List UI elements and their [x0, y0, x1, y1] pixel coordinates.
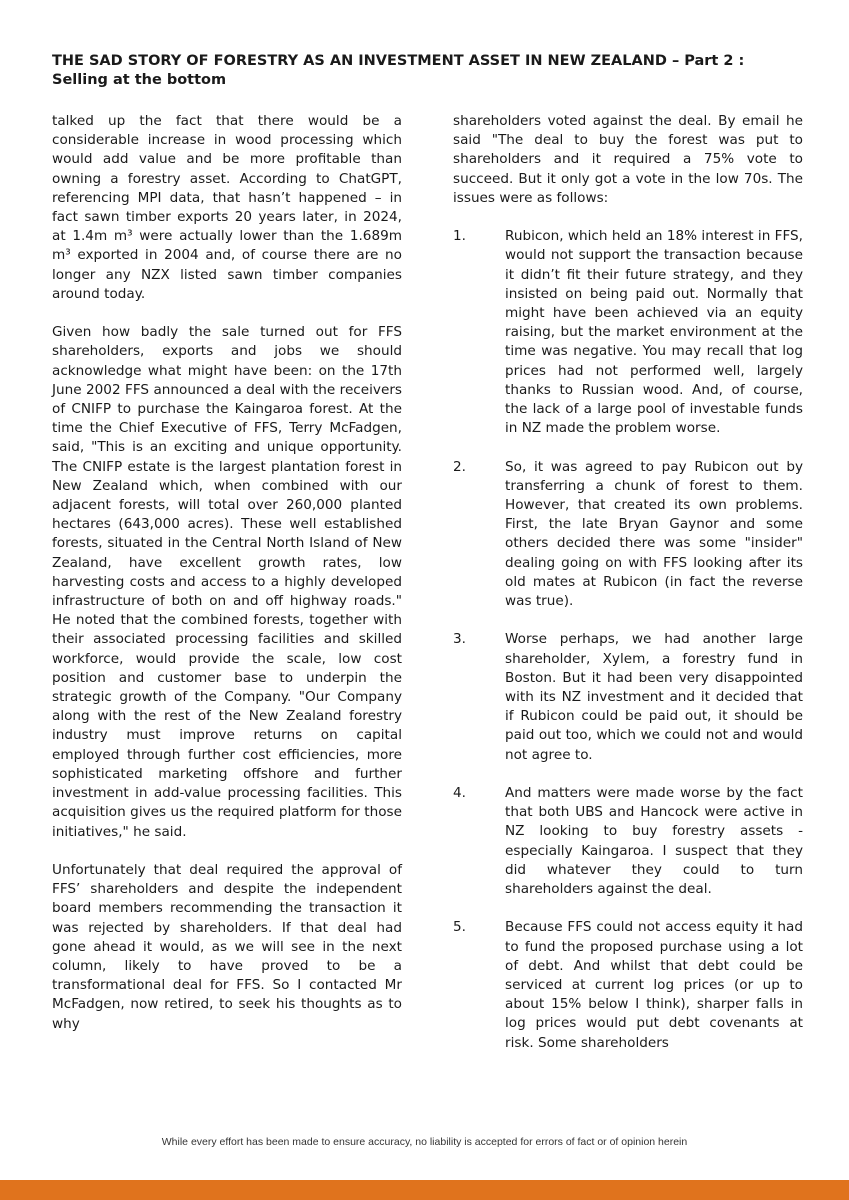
paragraph-exports: talked up the fact that there would be a considerable increase in wood processing which would add value and be more profitable than owning a forestry asset. According to ChatGPT, referencing MPI data, that hasn’t happened – in fact sawn timber exports 20 years later, in 2024, at 1.4m m³ were actually lower than the 1.689m m³ exported in 2004 and, of course there are no longer any NZX listed sawn timber companies around today.	[52, 113, 402, 302]
paragraph-kaingaroa-deal: Given how badly the sale turned out for FFS shareholders, exports and jobs we should acknowledge what might have been: on the 17th June 2002 FFS announced a deal with the receivers of CNIFP to purchase the Kaingaroa forest. At the time the Chief Executive of FFS, Terry McFadgen, said, "This is an exciting and unique opportunity. The CNIFP estate is the largest plantation forest in New Zealand which, when combined with our adjacent forests, will total over 260,000 planted hectares (643,000 acres). These well established forests, situated in the Central North Island of New Zealand, have excellent growth rates, low harvesting costs and access to a highly developed infrastructure of both on and off highway roads." He noted that the combined forests, together with their associated processing facilities and skilled workforce, would provide the scale, low cost position and customer base to underpin the strategic growth of the Company. "Our Company along with the rest of the New Zealand forestry industry must improve returns on capital employed through further cost efficiencies, more sophisticated marketing offshore and further investment in add-value processing facilities. This acquisition gives us the required platform for those initiatives," he said.	[52, 324, 402, 840]
paragraph-shareholder-rejection: Unfortunately that deal required the approval of FFS’ shareholders and despite the independent board members recommending the transaction it was rejected by shareholders. If that deal had gone ahead it would, as we will see in the next column, likely to have proved to be a transformational deal for FFS. So I contacted Mr McFadgen, now retired, to seek his thoughts as to why	[52, 861, 402, 1032]
list-item-text: Rubicon, which held an 18% interest in FFS, would not support the transaction because it didn’t fit their future strategy, and they insisted on being paid out. Normally that might have been achieved via an equity raising, but the market environment at the time was negative. You may recall that log prices had not performed well, largely thanks to Russian wood. And, of course, the lack of a large pool of investable funds in NZ made the problem worse.	[505, 228, 803, 437]
list-item-number: 5.	[453, 919, 466, 936]
list-item-number: 2.	[453, 458, 466, 475]
list-item-number: 3.	[453, 631, 466, 648]
left-column	[52, 112, 402, 1053]
list-item-text: So, it was agreed to pay Rubicon out by transferring a chunk of forest to them. However, that created its own problems. First, the late Bryan Gaynor and some others decided there was some "insider" dealing going on with FFS looking after its old mates at Rubicon (in fact the reverse was true).	[505, 458, 803, 610]
footer-accent-bar	[0, 1180, 849, 1200]
list-item-text: Because FFS could not access equity it had to fund the proposed purchase using a lot of debt. And whilst that debt could be serviced at current log prices (or up to about 15% below I think), sharper falls in log prices would put debt covenants at risk. Some shareholders	[505, 919, 803, 1051]
list-item	[453, 458, 803, 612]
list-item	[453, 630, 803, 764]
right-column	[453, 112, 803, 1072]
list-item	[453, 227, 803, 438]
document-title: THE SAD STORY OF FORESTRY AS AN INVESTMENT ASSET IN NEW ZEALAND – Part 2 : Selling at the bottom	[52, 53, 745, 88]
list-item	[453, 784, 803, 899]
list-item-number: 4.	[453, 785, 466, 802]
paragraph-vote-intro: shareholders voted against the deal. By email he said "The deal to buy the forest was put to shareholders and it required a 75% vote to succeed. But it only got a vote in the low 70s. The issues were as follows:	[453, 113, 803, 206]
list-item	[453, 918, 803, 1052]
list-item-text: Worse perhaps, we had another large shareholder, Xylem, a forestry fund in Boston. But it had been very disappointed with its NZ investment and it decided that if Rubicon could be paid out, it should be paid out too, which we could not and would not agree to.	[505, 631, 803, 763]
disclaimer-footer: While every effort has been made to ensure accuracy, no liability is accepted for errors of fact or of opinion herein	[161, 1136, 688, 1148]
list-item-number: 1.	[453, 228, 466, 245]
list-item-text: And matters were made worse by the fact that both UBS and Hancock were active in NZ looking to buy forestry assets - especially Kaingaroa. I suspect that they did whatever they could to turn shareholders against the deal.	[505, 785, 803, 898]
